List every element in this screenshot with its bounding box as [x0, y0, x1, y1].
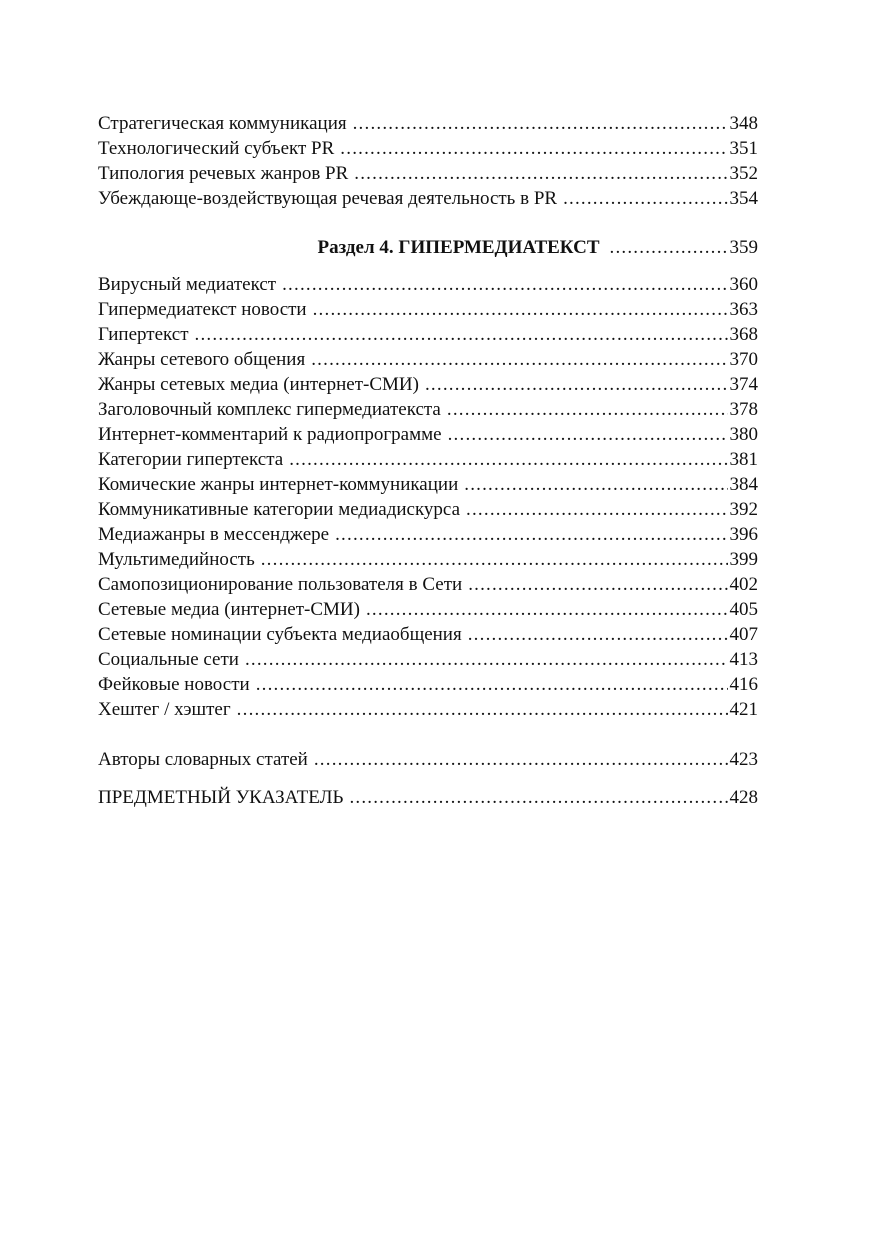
dot-leader [313, 297, 728, 322]
toc-entry-page: 407 [729, 624, 758, 645]
toc-entry[interactable] [98, 136, 758, 161]
dot-leader [340, 136, 727, 161]
toc-entry-title: Социальные сети [98, 649, 239, 670]
toc-entry-title: Хештег / хэштег [98, 699, 231, 720]
dot-leader [245, 647, 728, 672]
toc-entry-title: Гипермедиатекст новости [98, 299, 307, 320]
toc-entry[interactable] [98, 297, 758, 322]
dot-leader [425, 372, 728, 397]
toc-entry-page: 402 [729, 574, 758, 595]
section-heading[interactable] [98, 235, 758, 260]
toc-entry-page: 348 [729, 113, 758, 134]
toc-entry[interactable] [98, 422, 758, 447]
dot-leader [237, 697, 728, 722]
toc-entry-page: 396 [729, 524, 758, 545]
toc-entry-page: 374 [729, 374, 758, 395]
dot-leader [354, 161, 727, 186]
toc-entry-page: 416 [729, 674, 758, 695]
dot-leader [256, 672, 728, 697]
toc-entry[interactable] [98, 272, 758, 297]
dot-leader [282, 272, 727, 297]
toc-entry-title: Гипертекст [98, 324, 189, 345]
toc-group-section [98, 272, 758, 722]
dot-leader [311, 347, 727, 372]
toc-entry-title: Интернет-комментарий к радиопрограмме [98, 424, 442, 445]
dot-leader [366, 597, 728, 622]
toc-entry-page: 392 [729, 499, 758, 520]
toc-entry[interactable] [98, 347, 758, 372]
toc-entry-title: Категории гипертекста [98, 449, 284, 470]
dot-leader [468, 622, 728, 647]
toc-entry[interactable] [98, 111, 758, 136]
toc-entry-page: 352 [729, 163, 758, 184]
dot-leader [314, 747, 728, 772]
toc-entry-title: Коммуникативные категории медиадискурса [98, 499, 461, 520]
section-page: 359 [729, 237, 758, 258]
toc-entry-title: Заголовочный комплекс гипермедиатекста [98, 399, 441, 420]
toc-entry[interactable] [98, 472, 758, 497]
dot-leader [195, 322, 728, 347]
dot-leader [349, 785, 727, 810]
toc-entry[interactable] [98, 186, 758, 211]
toc-entry-title: Фейковые новости [98, 674, 250, 695]
toc-entry[interactable] [98, 522, 758, 547]
toc-entry-authors[interactable] [98, 747, 758, 772]
toc-entry-title: Стратегическая коммуникация [98, 113, 347, 134]
toc-entry[interactable] [98, 447, 758, 472]
toc-entry-title: Самопозиционирование пользователя в Сети [98, 574, 463, 595]
toc-entry-page: 413 [729, 649, 758, 670]
toc-entry-page: 363 [729, 299, 758, 320]
toc-entry[interactable] [98, 547, 758, 572]
dot-leader [289, 447, 727, 472]
toc-entry[interactable] [98, 572, 758, 597]
toc-entry[interactable] [98, 597, 758, 622]
toc-entry-title: Авторы словарных статей [98, 749, 308, 770]
toc-entry-page: 423 [729, 749, 758, 770]
dot-leader [261, 547, 728, 572]
toc-group-top [98, 111, 758, 211]
toc-entry-title: Медиажанры в мессенджере [98, 524, 330, 545]
toc-entry-title: Жанры сетевых медиа (интернет-СМИ) [98, 374, 419, 395]
toc-entry-page: 378 [729, 399, 758, 420]
toc-entry[interactable] [98, 372, 758, 397]
toc-entry-title: ПРЕДМЕТНЫЙ УКАЗАТЕЛЬ [98, 787, 344, 808]
toc-entry[interactable] [98, 672, 758, 697]
toc-entry[interactable] [98, 622, 758, 647]
toc-entry-title: Жанры сетевого общения [98, 349, 306, 370]
toc-entry-index[interactable] [98, 785, 758, 810]
toc-entry[interactable] [98, 697, 758, 722]
toc-entry[interactable] [98, 322, 758, 347]
section-title: Раздел 4. ГИПЕРМЕДИАТЕКСТ [317, 237, 600, 258]
table-of-contents [98, 111, 758, 810]
toc-entry-page: 380 [729, 424, 758, 445]
toc-entry-page: 405 [729, 599, 758, 620]
toc-entry-page: 368 [729, 324, 758, 345]
toc-entry-page: 360 [729, 274, 758, 295]
toc-entry-page: 428 [729, 787, 758, 808]
dot-leader [448, 422, 728, 447]
dot-leader [466, 497, 727, 522]
toc-entry-title: Типология речевых жанров PR [98, 163, 349, 184]
toc-entry[interactable] [98, 497, 758, 522]
dot-leader [464, 472, 727, 497]
toc-entry-page: 421 [729, 699, 758, 720]
toc-entry-title: Вирусный медиатекст [98, 274, 277, 295]
toc-entry-page: 370 [729, 349, 758, 370]
toc-entry-title: Мультимедийность [98, 549, 255, 570]
dot-leader [335, 522, 727, 547]
toc-entry[interactable] [98, 397, 758, 422]
spacer [98, 722, 758, 747]
toc-entry-title: Комические жанры интернет-коммуникации [98, 474, 459, 495]
toc-entry-page: 399 [729, 549, 758, 570]
toc-entry-title: Сетевые номинации субъекта медиаобщения [98, 624, 462, 645]
toc-entry-page: 351 [729, 138, 758, 159]
toc-entry-title: Сетевые медиа (интернет-СМИ) [98, 599, 360, 620]
toc-entry[interactable] [98, 647, 758, 672]
dot-leader [447, 397, 728, 422]
toc-entry-page: 384 [729, 474, 758, 495]
dot-leader [610, 235, 728, 260]
spacer [98, 772, 758, 785]
dot-leader [353, 111, 728, 136]
toc-entry-page: 381 [729, 449, 758, 470]
dot-leader [468, 572, 727, 597]
toc-entry[interactable] [98, 161, 758, 186]
toc-entry-page: 354 [729, 188, 758, 209]
toc-entry-title: Убеждающе-воздействующая речевая деятельность в PR [98, 188, 558, 209]
toc-entry-title: Технологический субъект PR [98, 138, 335, 159]
dot-leader [563, 186, 727, 211]
